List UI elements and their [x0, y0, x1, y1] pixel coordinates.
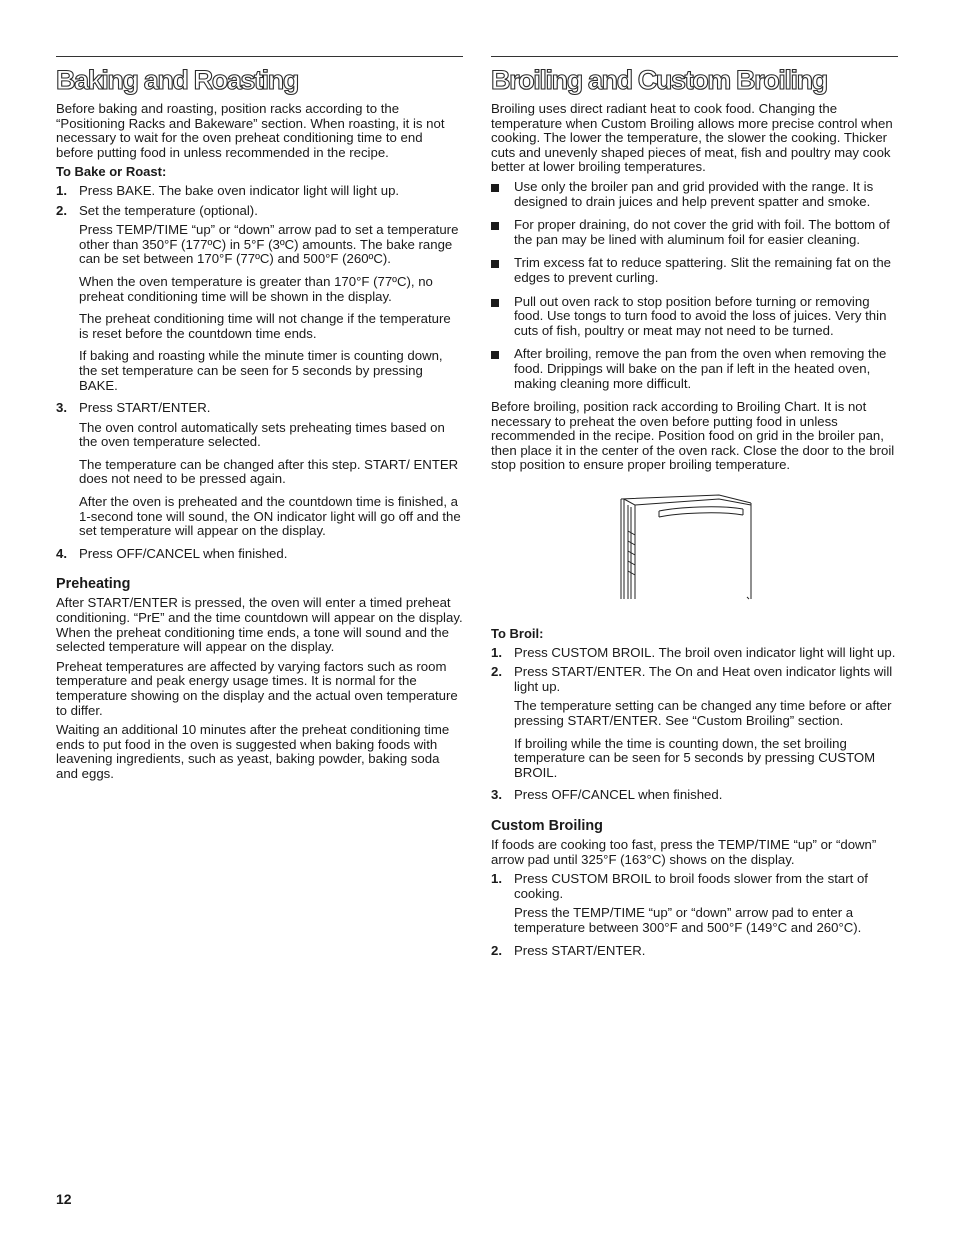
step-text: Press START/ENTER.	[514, 942, 646, 958]
preheating-paragraph-2: Preheat temperatures are affected by varying factors such as room temperature and peak energy usage times. It is normal for the temperature showing on the display and the actual oven temperature to differ.	[56, 658, 458, 718]
custom-broiling-heading: Custom Broiling	[491, 818, 603, 834]
baking-intro: Before baking and roasting, position racks according to the “Positioning Racks and Bakeware” section. When roasting, it is not necessary to wait for the oven preheat conditioning time to end before putting food in unless recommended in the recipe.	[56, 101, 445, 160]
broil-bullet	[491, 256, 898, 285]
broiling-intro: Broiling uses direct radiant heat to cook food. Changing the temperature when Custom Broiling allows more precise control when cooking. The lower the temperature, the slower the cooking. Thicker cuts and unevenly shaped pieces of meat, fish and poultry may cook better at lower broiling temperatures.	[491, 101, 893, 175]
square-bullet-icon	[491, 222, 499, 230]
broil-step-2-detail-1: The temperature setting can be changed any time before or after pressing START/ENTER. See “Custom Broiling” section.	[514, 698, 892, 729]
bake-step-3-detail-3: After the oven is preheated and the countdown time is finished, a 1-second tone will sound, the ON indicator light will go off and the set temperature will appear on the display.	[79, 494, 461, 539]
bake-step-3-detail-1: The oven control automatically sets preheating times based on the oven temperature selected.	[79, 419, 445, 450]
oven-door-drawing	[619, 491, 759, 601]
step-number: 2.	[56, 202, 67, 218]
broil-bullet	[491, 347, 898, 391]
oven-door-broil-stop-illustration	[619, 491, 759, 601]
bullet-text: For proper draining, do not cover the grid with foil. The bottom of the pan may be lined with aluminum foil for easier cleaning.	[514, 217, 890, 247]
square-bullet-icon	[491, 351, 499, 359]
broil-step-3	[491, 788, 898, 803]
step-text: Press CUSTOM BROIL. The broil oven indicator light will light up.	[514, 644, 896, 660]
custom-step-1	[491, 872, 898, 901]
step-text: Press CUSTOM BROIL to broil foods slower from the start of cooking.	[514, 871, 868, 901]
bake-step-1	[56, 184, 463, 199]
step-text: Press START/ENTER. The On and Heat oven indicator lights will light up.	[514, 664, 893, 694]
right-top-rule	[491, 56, 898, 57]
square-bullet-icon	[491, 260, 499, 268]
step-text: Press BAKE. The bake oven indicator light will light up.	[79, 182, 400, 198]
bake-step-2-detail-4: If baking and roasting while the minute timer is counting down, the set temperature can be seen for 5 seconds by pressing BAKE.	[79, 348, 443, 393]
left-column	[56, 56, 463, 787]
square-bullet-icon	[491, 299, 499, 307]
before-broiling-paragraph: Before broiling, position rack according to Broiling Chart. It is not necessary to preheat the oven before putting food in unless recommended in the recipe. Position food on grid in the broiler pan, then place it in the center of the oven rack. Close the door to the broil stop position to ensure proper broiling temperature.	[491, 399, 895, 473]
preheating-heading: Preheating	[56, 576, 131, 593]
custom-step-1-detail-1: Press the TEMP/TIME “up” or “down” arrow pad to enter a temperature between 300°F and 500°F (149°C and 260°C).	[514, 905, 862, 935]
step-number: 1.	[56, 182, 67, 198]
step-number: 2.	[491, 664, 502, 680]
custom-step-2	[491, 944, 898, 959]
bake-step-2-detail-3: The preheat conditioning time will not change if the temperature is reset before the countdown time ends.	[79, 311, 451, 341]
step-number: 1.	[491, 871, 502, 887]
step-number: 2.	[491, 942, 502, 958]
broil-bullet	[491, 218, 898, 247]
bake-step-2-detail-1: Press TEMP/TIME “up” or “down” arrow pad to set a temperature other than 350°F (177ºC) in 5°F (3ºC) amounts. The bake range can be set between 170°F (77ºC) and 500°F (260ºC).	[79, 222, 459, 267]
custom-broiling-intro: If foods are cooking too fast, press the TEMP/TIME “up” or “down” arrow pad until 325°F (163°C) shows on the display.	[491, 837, 877, 867]
step-number: 3.	[491, 787, 502, 803]
to-broil-heading: To Broil:	[491, 626, 544, 642]
to-bake-heading: To Bake or Roast:	[56, 164, 167, 180]
broil-bullet	[491, 180, 898, 209]
bake-step-3	[56, 401, 463, 416]
bullet-text: Use only the broiler pan and grid provided with the range. It is designed to drain juices and help prevent spatter and smoke.	[514, 178, 874, 209]
preheating-paragraph-1: After START/ENTER is pressed, the oven will enter a timed preheat conditioning. “PrE” and the time countdown will appear on the display. When the preheat conditioning time ends, a tone will sound and the selected temperature will appear on the display.	[56, 595, 463, 655]
page-number: 12	[56, 1191, 72, 1207]
step-text: Press START/ENTER.	[79, 400, 211, 416]
left-top-rule	[56, 56, 463, 57]
bake-step-2-detail-2: When the oven temperature is greater than 170°F (77ºC), no preheat conditioning time will be shown in the display.	[79, 273, 433, 304]
bake-step-3-detail-2: The temperature can be changed after this step. START/ ENTER does not need to be pressed again.	[79, 456, 459, 487]
broil-step-2	[491, 665, 898, 694]
step-number: 3.	[56, 400, 67, 416]
step-text: Set the temperature (optional).	[79, 202, 258, 218]
step-number: 1.	[491, 644, 502, 660]
bullet-text: Trim excess fat to reduce spattering. Slit the remaining fat on the edges to prevent curling.	[514, 255, 892, 285]
bullet-text: Pull out oven rack to stop position before turning or removing food. Use tongs to turn food to avoid the loss of juices. Very thin cuts of fish, poultry or meat may not need to be turned.	[514, 293, 887, 338]
step-text: Press OFF/CANCEL when finished.	[79, 545, 288, 561]
broil-bullet	[491, 295, 898, 339]
bake-step-2	[56, 204, 463, 219]
preheating-paragraph-3: Waiting an additional 10 minutes after the preheat conditioning time ends to put food in the oven is suggested when baking foods with leavening ingredients, such as yeast, baking powder, baking soda and eggs.	[56, 722, 450, 781]
bullet-text: After broiling, remove the pan from the oven when removing the food. Drippings will bake on the pan if left in the heated oven, making cleaning more difficult.	[514, 346, 887, 391]
step-text: Press OFF/CANCEL when finished.	[514, 787, 723, 803]
broil-step-1	[491, 646, 898, 661]
bake-step-4	[56, 547, 463, 562]
right-column	[491, 56, 898, 963]
baking-title: Baking and Roasting	[56, 65, 298, 95]
broil-step-2-detail-2: If broiling while the time is counting down, the set broiling temperature can be seen for 5 seconds by pressing CUSTOM BROIL.	[514, 735, 876, 780]
step-number: 4.	[56, 545, 67, 561]
broiling-title: Broiling and Custom Broiling	[491, 65, 827, 95]
square-bullet-icon	[491, 184, 499, 192]
